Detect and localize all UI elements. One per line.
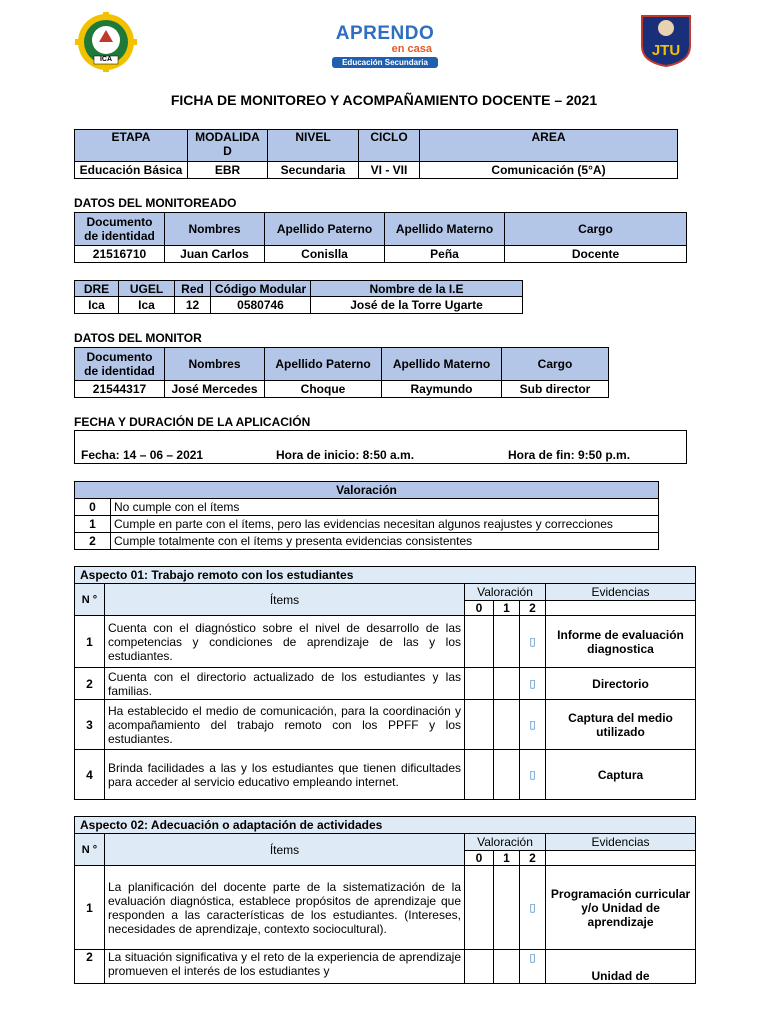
red-value: 12 [175, 297, 211, 314]
aspecto1-row-evidence: Informe de evaluación diagnostica [546, 616, 696, 668]
valoracion-text: No cumple con el ítems [111, 499, 659, 516]
etapa-header: ETAPA [75, 130, 188, 162]
ie-table [74, 280, 523, 314]
codigo-modular-value: 0580746 [211, 297, 311, 314]
aspecto1-row-text: Cuenta con el directorio actualizado de los estudiantes y las familias. [105, 668, 465, 700]
monitor-nombres: José Mercedes [165, 381, 265, 398]
aspecto2-n-header: N ° [75, 834, 105, 866]
aspecto2-valoracion-header: Valoración [465, 834, 546, 851]
aspecto1-row-v1[interactable] [494, 700, 520, 750]
aspecto1-v1-header: 1 [494, 601, 520, 616]
monitoreado-doc-header: Documento de identidad [75, 213, 165, 246]
red-header: Red [175, 281, 211, 297]
monitor-table [74, 347, 609, 398]
aprendo-logo-line3: Educación Secundaria [332, 57, 438, 68]
valoracion-text: Cumple totalmente con el ítems y presenta evidencias consistentes [111, 533, 659, 550]
aspecto1-row-v0[interactable] [465, 700, 494, 750]
table-row [75, 700, 696, 750]
aspecto1-row-v0[interactable] [465, 616, 494, 668]
monitoreado-materno-header: Apellido Materno [385, 213, 505, 246]
aprendo-logo-line1: APRENDO [335, 23, 435, 44]
nivel-value: Secundaria [268, 162, 359, 179]
table-row [75, 616, 696, 668]
aspecto2-row-v0[interactable] [465, 950, 494, 984]
monitor-doc: 21544317 [75, 381, 165, 398]
monitor-section-title: DATOS DEL MONITOR [74, 331, 202, 345]
monitoreado-paterno: Conislla [265, 246, 385, 263]
valoracion-n: 2 [75, 533, 111, 550]
aspecto1-row-v2[interactable] [520, 616, 546, 668]
table-row [75, 950, 696, 984]
aspecto1-row-v1[interactable] [494, 750, 520, 800]
monitor-doc-header: Documento de identidad [75, 348, 165, 381]
modalidad-value: EBR [188, 162, 268, 179]
valoracion-n: 1 [75, 516, 111, 533]
ciclo-header: CICLO [359, 130, 420, 162]
aspecto1-row-v0[interactable] [465, 668, 494, 700]
aspecto2-table [74, 816, 696, 984]
monitoreado-table [74, 212, 687, 263]
aspecto2-title: Aspecto 02: Adecuación o adaptación de actividades [75, 817, 696, 834]
aspecto2-row-evidence: Programación curricular y/o Unidad de aprendizaje [546, 866, 696, 950]
valoracion-n: 0 [75, 499, 111, 516]
monitor-materno: Raymundo [382, 381, 502, 398]
aspecto1-row-v1[interactable] [494, 668, 520, 700]
aspecto2-row-n: 2 [75, 950, 105, 984]
ciclo-value: VI - VII [359, 162, 420, 179]
aspecto1-n-header: N ° [75, 584, 105, 616]
aspecto1-valoracion-header: Valoración [465, 584, 546, 601]
aspecto2-v1-header: 1 [494, 851, 520, 866]
etapa-table [74, 129, 678, 179]
ugel-value: Ica [119, 297, 175, 314]
aspecto2-row-text: La planificación del docente parte de la sistematización de la evaluación diagnóstica, establece propósitos de aprendizaje que responden a las características de los estudiantes. (Intereses, necesidades de aprendizaje, contexto sociocultural). [105, 866, 465, 950]
monitoreado-materno: Peña [385, 246, 505, 263]
codigo-modular-header: Código Modular [211, 281, 311, 297]
aspecto1-evidencias-header: Evidencias [546, 584, 696, 601]
table-row [75, 866, 696, 950]
monitor-nombres-header: Nombres [165, 348, 265, 381]
jtu-logo-text: JTU [651, 42, 681, 59]
aspecto1-title: Aspecto 01: Trabajo remoto con los estudiantes [75, 567, 696, 584]
aspecto1-row-text: Ha establecido el medio de comunicación, para la coordinación y acompañamiento del trabajo remoto con los PPFF y los estudiantes. [105, 700, 465, 750]
monitor-materno-header: Apellido Materno [382, 348, 502, 381]
aspecto1-row-evidence: Directorio [546, 668, 696, 700]
aspecto1-row-text: Brinda facilidades a las y los estudiantes que tienen dificultades para acceder al servicio educativo empleando internet. [105, 750, 465, 800]
fecha-box [74, 430, 687, 464]
aspecto1-row-n: 2 [75, 668, 105, 700]
valoracion-table [74, 481, 659, 550]
nivel-header: NIVEL [268, 130, 359, 162]
aspecto2-v0-header: 0 [465, 851, 494, 866]
monitoreado-cargo: Docente [505, 246, 687, 263]
ugel-header: UGEL [119, 281, 175, 297]
monitoreado-section-title: DATOS DEL MONITOREADO [74, 196, 237, 210]
aspecto2-row-v2[interactable] [520, 950, 546, 984]
valoracion-title: Valoración [75, 482, 659, 499]
hora-fin-value: Hora de fin: 9:50 p.m. [508, 448, 631, 462]
aspecto1-row-v2[interactable] [520, 750, 546, 800]
aspecto1-row-text: Cuenta con el diagnóstico sobre el nivel de desarrollo de las competencias y condiciones de aprendizaje de las y los estudiantes. [105, 616, 465, 668]
aspecto1-row-n: 4 [75, 750, 105, 800]
aspecto1-items-header: Ítems [105, 584, 465, 616]
aspecto1-row-v2[interactable] [520, 668, 546, 700]
aspecto1-table [74, 566, 696, 800]
aspecto1-row-evidence: Captura [546, 750, 696, 800]
aprendo-logo-line2: en casa [391, 43, 432, 55]
aspecto1-row-v2[interactable] [520, 700, 546, 750]
aspecto2-items-header: Ítems [105, 834, 465, 866]
monitor-cargo-header: Cargo [502, 348, 609, 381]
school-logo [72, 12, 140, 72]
aspecto1-row-v0[interactable] [465, 750, 494, 800]
monitoreado-nombres-header: Nombres [165, 213, 265, 246]
hora-inicio-value: Hora de inicio: 8:50 a.m. [276, 448, 415, 462]
area-value: Comunicación (5°A) [420, 162, 678, 179]
school-logo-text: ICA [99, 56, 113, 63]
fecha-value: Fecha: 14 – 06 – 2021 [81, 448, 204, 462]
aspecto1-ev-blank [546, 601, 696, 616]
aspecto2-row-v1[interactable] [494, 866, 520, 950]
modalidad-header-label: MODALIDAD [195, 130, 260, 158]
checkbox-glyph-icon: ▯ [529, 719, 536, 731]
aspecto1-row-v1[interactable] [494, 616, 520, 668]
aspecto1-v0-header: 0 [465, 601, 494, 616]
checkbox-glyph-icon: ▯ [529, 636, 536, 648]
table-row [75, 668, 696, 700]
jtu-logo [638, 12, 694, 68]
aspecto2-row-n: 1 [75, 866, 105, 950]
etapa-value: Educación Básica [75, 162, 188, 179]
aspecto2-row-v0[interactable] [465, 866, 494, 950]
area-header: AREA [420, 130, 678, 162]
aspecto2-ev-blank [546, 851, 696, 866]
monitor-cargo: Sub director [502, 381, 609, 398]
checkbox-glyph-icon: ▯ [529, 902, 536, 914]
aspecto2-v2-header: 2 [520, 851, 546, 866]
aspecto2-row-text: La situación significativa y el reto de la experiencia de aprendizaje promueven el interés de los estudiantes y [105, 950, 465, 984]
monitoreado-nombres: Juan Carlos [165, 246, 265, 263]
aspecto1-row-n: 1 [75, 616, 105, 668]
monitoreado-doc: 21516710 [75, 246, 165, 263]
aspecto2-evidencias-header: Evidencias [546, 834, 696, 851]
nombre-ie-header: Nombre de la I.E [311, 281, 523, 297]
valoracion-text: Cumple en parte con el ítems, pero las evidencias necesitan algunos reajustes y correcciones [111, 516, 659, 533]
fecha-section-title: FECHA Y DURACIÓN DE LA APLICACIÓN [74, 415, 311, 429]
aprendo-en-casa-logo [332, 24, 438, 72]
aspecto2-row-v1[interactable] [494, 950, 520, 984]
checkbox-glyph-icon: ▯ [529, 952, 536, 964]
dre-header: DRE [75, 281, 119, 297]
table-row [75, 750, 696, 800]
checkbox-glyph-icon: ▯ [529, 769, 536, 781]
nombre-ie-value: José de la Torre Ugarte [311, 297, 523, 314]
aspecto2-row-v2[interactable] [520, 866, 546, 950]
modalidad-header [188, 130, 268, 162]
dre-value: Ica [75, 297, 119, 314]
aspecto1-v2-header: 2 [520, 601, 546, 616]
monitor-paterno-header: Apellido Paterno [265, 348, 382, 381]
monitor-paterno: Choque [265, 381, 382, 398]
checkbox-glyph-icon: ▯ [529, 678, 536, 690]
aspecto2-row-evidence: Unidad de [546, 950, 696, 984]
aspecto1-row-evidence: Captura del medio utilizado [546, 700, 696, 750]
monitoreado-paterno-header: Apellido Paterno [265, 213, 385, 246]
monitoreado-cargo-header: Cargo [505, 213, 687, 246]
page-title: FICHA DE MONITOREO Y ACOMPAÑAMIENTO DOCENTE – 2021 [170, 92, 598, 108]
aspecto1-row-n: 3 [75, 700, 105, 750]
